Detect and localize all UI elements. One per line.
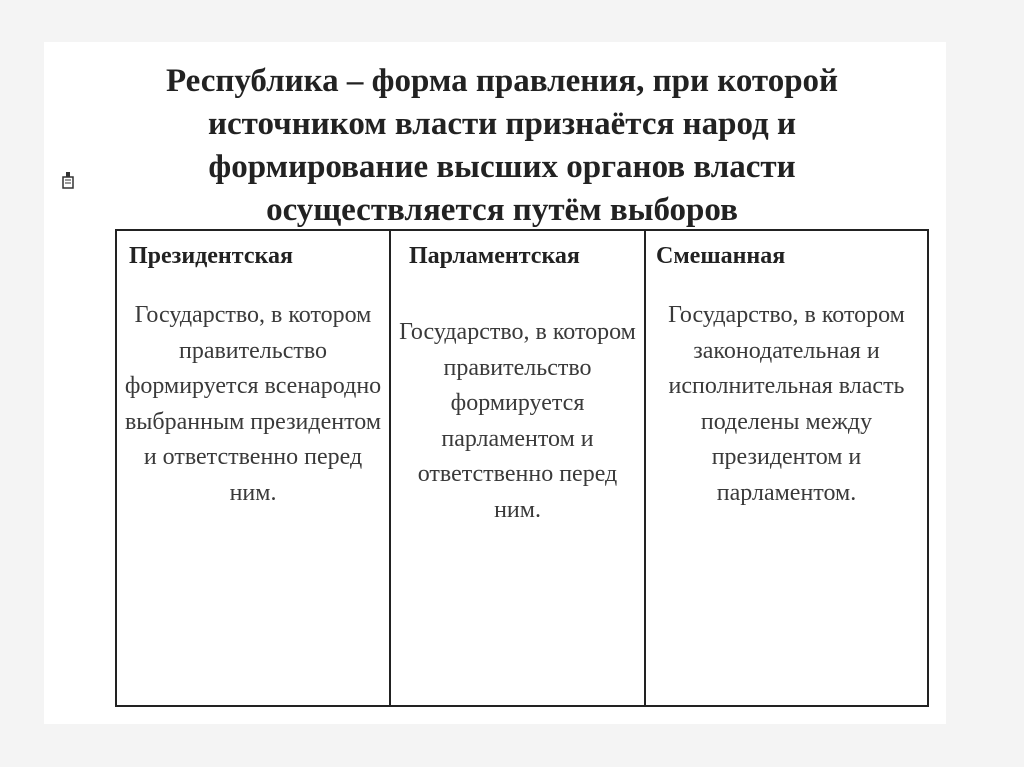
document-icon xyxy=(61,171,75,189)
column-mixed xyxy=(644,231,927,705)
column-heading: Президентская xyxy=(129,243,293,269)
column-parliamentary xyxy=(389,231,644,705)
column-heading: Смешанная xyxy=(656,243,786,269)
column-description: Государство, в котором правительство формируется всенародно выбранным президентом и ответственно перед ним. xyxy=(124,302,382,506)
column-description: Государство, в котором законодательная и исполнительная власть поделены между президентом и парламентом. xyxy=(668,302,905,506)
government-types-table xyxy=(115,229,929,707)
column-description: Государство, в котором правительство формируется парламентом и ответственно перед ним. xyxy=(399,319,636,523)
slide-title: Республика – форма правления, при которой источником власти признаётся народ и формирование высших органов власти осуществляется путём выборов xyxy=(165,63,839,228)
slide xyxy=(44,42,946,724)
column-presidential xyxy=(117,231,389,705)
column-heading: Парламентская xyxy=(409,243,580,269)
